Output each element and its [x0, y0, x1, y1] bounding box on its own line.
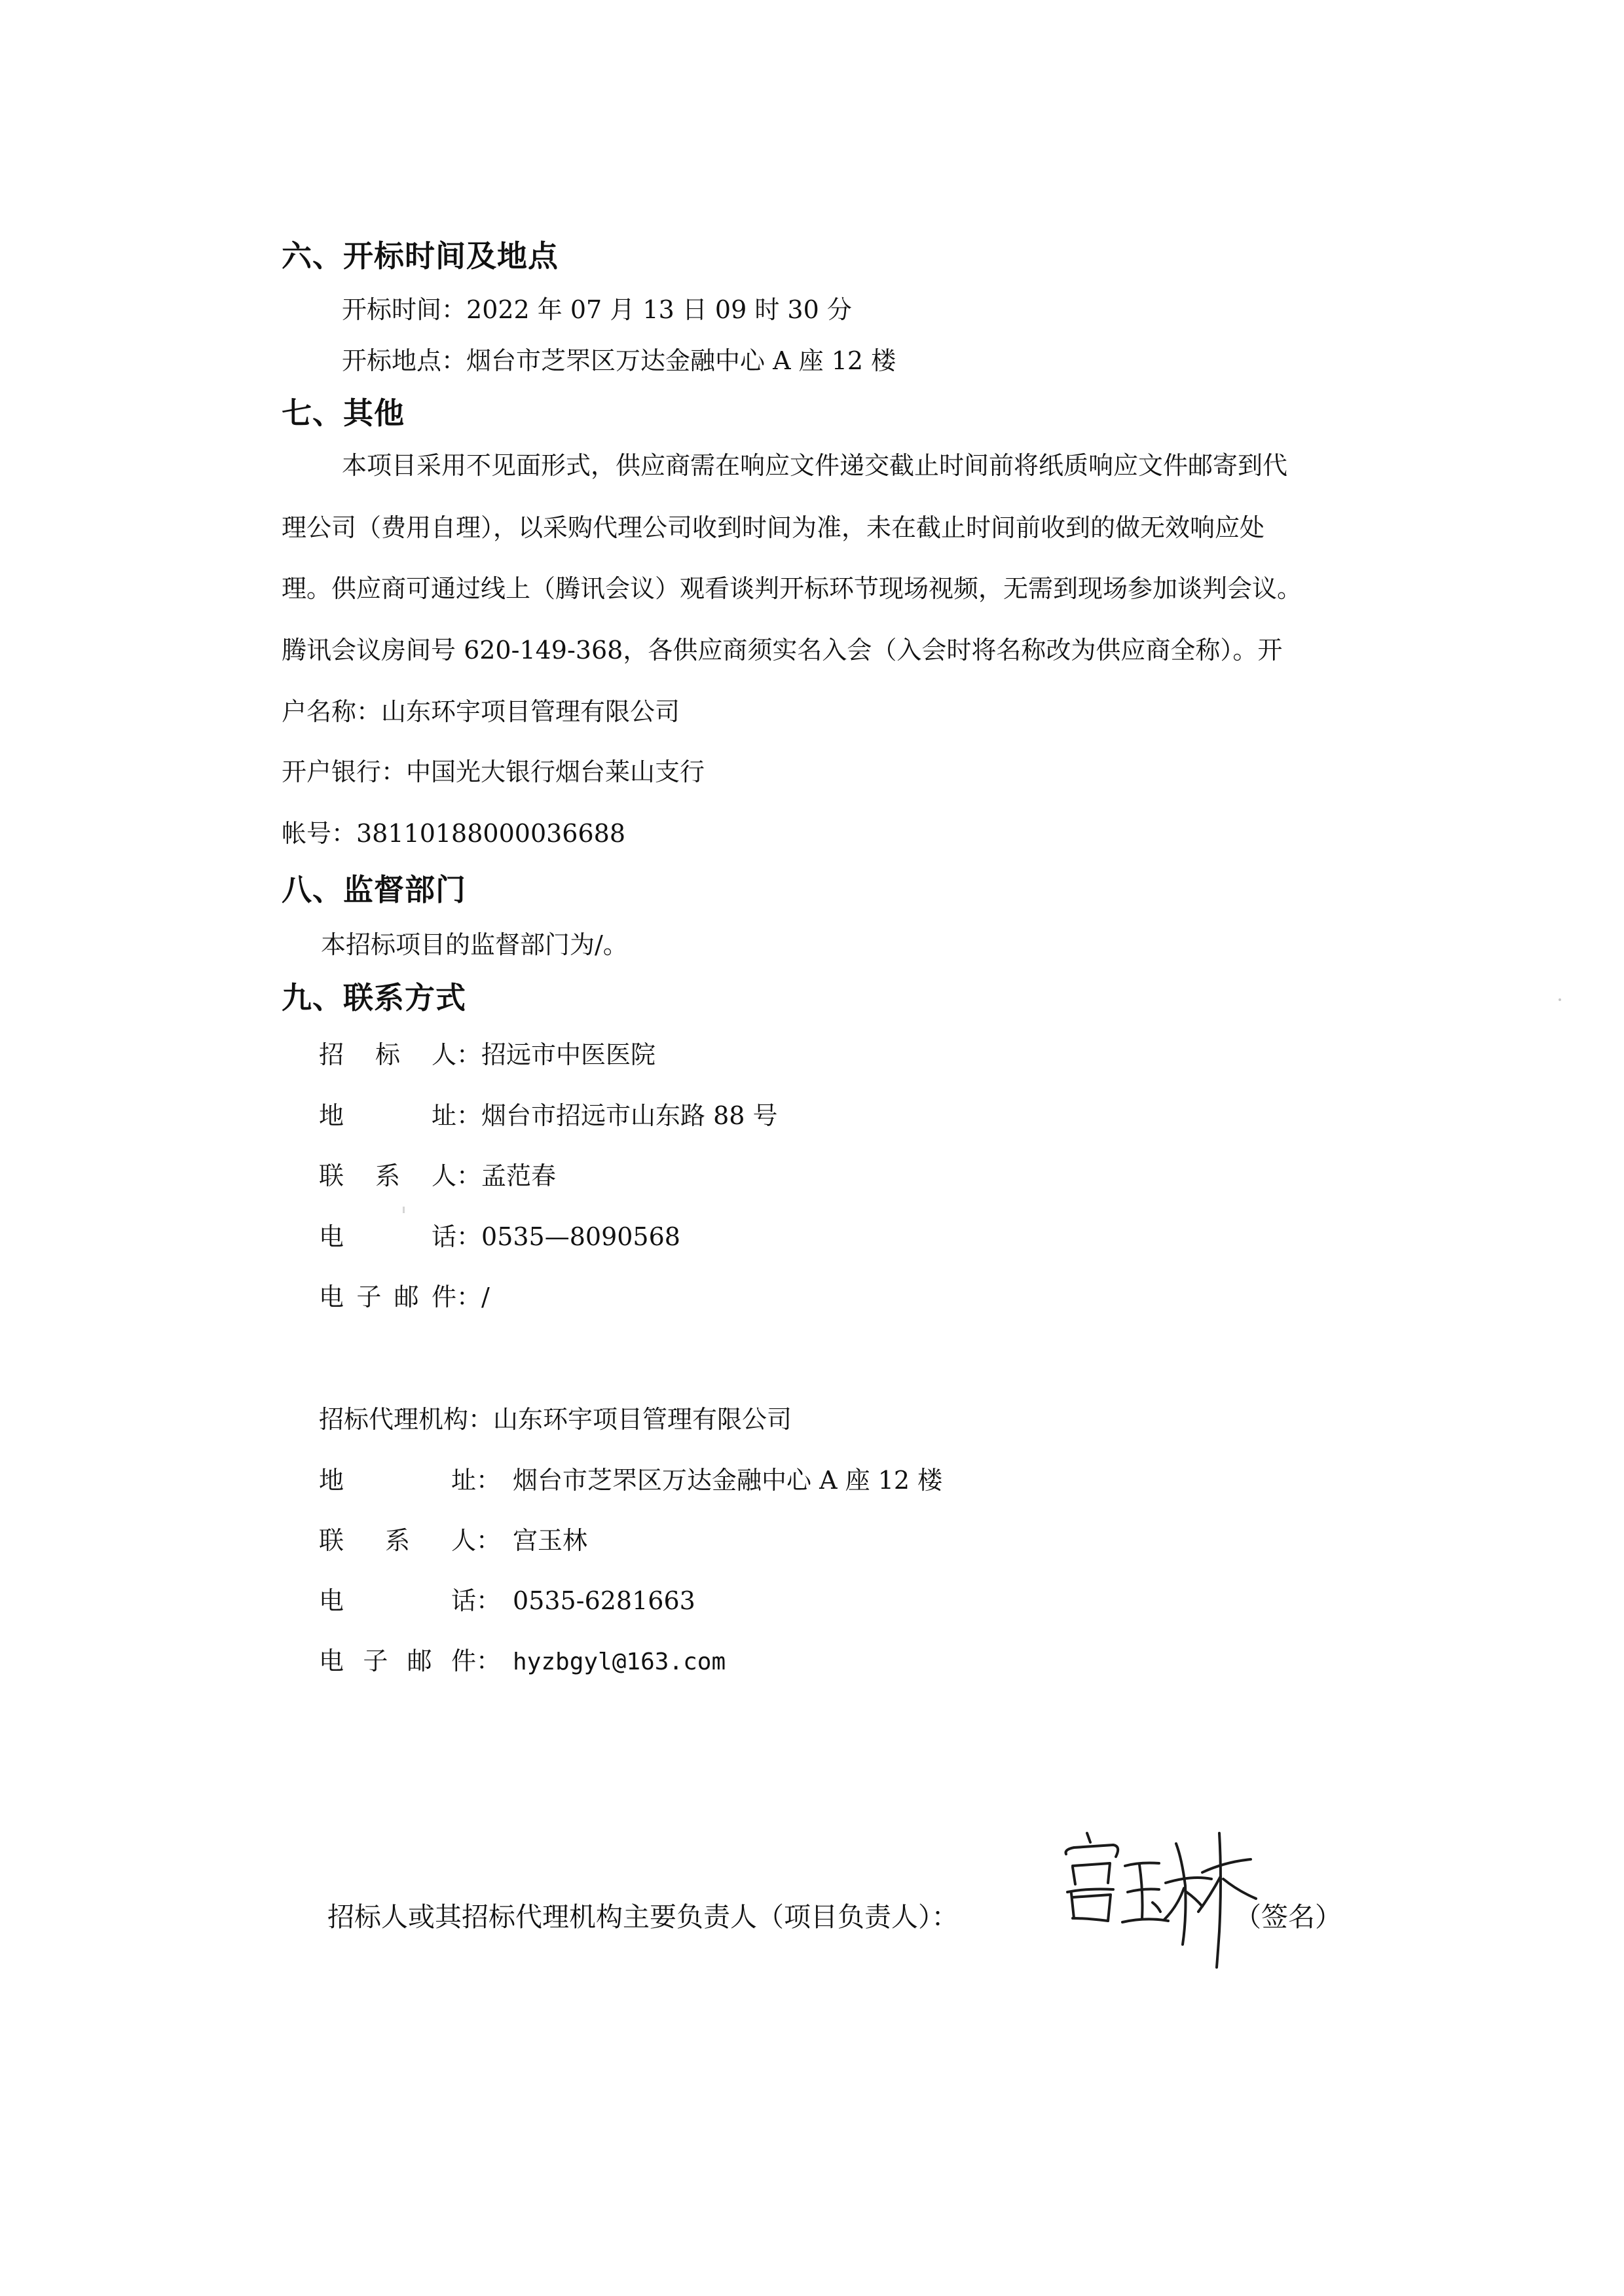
tenderer-email-label: 电子邮件 [319, 1283, 456, 1311]
agency-email-row [319, 1641, 726, 1677]
tenderer-contact-row [319, 1156, 556, 1192]
agency-address-row [319, 1460, 942, 1496]
agency-phone-label: 电 话 [319, 1586, 476, 1615]
tenderer-name: 招远市中医医院 [481, 1040, 656, 1069]
agency-contact-row [319, 1520, 587, 1556]
open-time-line [342, 289, 852, 325]
colon: ： [476, 1586, 502, 1615]
agency-name-row [319, 1399, 792, 1435]
agency-phone-row [319, 1580, 695, 1616]
colon: ： [456, 1101, 482, 1130]
tenderer-phone-label: 电 话 [319, 1222, 456, 1251]
tenderer-email-row [319, 1277, 490, 1313]
colon: ： [476, 1466, 502, 1495]
section-8-heading: 八、监督部门 [282, 872, 466, 907]
other-paragraph-line-2: 理公司（费用自理），以采购代理公司收到时间为准，未在截止时间前收到的做无效响应处 [282, 513, 1265, 542]
signature-prefix: 招标人或其招标代理机构主要负责人（项目负责人）： [327, 1901, 959, 1933]
signature-suffix: （签名） [1234, 1901, 1342, 1933]
other-paragraph-line-3: 理。供应商可通过线上（腾讯会议）观看谈判开标环节现场视频，无需到现场参加谈判会议。 [282, 574, 1302, 603]
agency-email: hyzbgyl@163.com [513, 1649, 726, 1675]
tenderer-email: / [481, 1283, 490, 1311]
open-place-label: 开标地点： [342, 346, 467, 375]
agency-contact: 宫玉林 [513, 1526, 588, 1555]
tenderer-contact-label: 联 系 人 [319, 1161, 456, 1190]
handwritten-signature [1048, 1820, 1264, 1977]
agency-name-label: 招标代理机构： [319, 1405, 494, 1434]
colon: ： [456, 1040, 482, 1069]
agency-address-label: 地 址 [319, 1466, 476, 1495]
tenderer-phone-row [319, 1216, 680, 1252]
tenderer-address: 烟台市招远市山东路 88 号 [481, 1101, 778, 1130]
open-place-line [342, 340, 896, 376]
account-number: 帐号：38110188000036688 [282, 819, 626, 848]
tenderer-name-row [319, 1034, 655, 1070]
other-paragraph-line-4: 腾讯会议房间号 620-149-368，各供应商须实名入会（入会时将名称改为供应商全称）。开 [282, 636, 1283, 665]
agency-contact-label: 联 系 人 [319, 1526, 476, 1555]
bank-name: 开户银行：中国光大银行烟台莱山支行 [282, 757, 705, 786]
agency-address: 烟台市芝罘区万达金融中心 A 座 12 楼 [513, 1466, 943, 1495]
other-paragraph-line-1: 本项目采用不见面形式，供应商需在响应文件递交截止时间前将纸质响应文件邮寄到代 [342, 451, 1288, 480]
scan-speck [1559, 998, 1561, 1001]
colon: ： [456, 1222, 482, 1251]
section-7-heading: 七、其他 [282, 395, 405, 431]
tenderer-address-label: 地 址 [319, 1101, 456, 1130]
colon: ： [476, 1526, 502, 1555]
open-place-value: 烟台市芝罘区万达金融中心 A 座 12 楼 [466, 346, 896, 375]
tenderer-name-label: 招 标 人 [319, 1040, 456, 1069]
section-6-heading: 六、开标时间及地点 [282, 238, 559, 274]
supervision-text: 本招标项目的监督部门为/。 [321, 930, 628, 959]
open-time-value: 2022 年 07 月 13 日 09 时 30 分 [466, 295, 852, 324]
agency-phone: 0535-6281663 [513, 1586, 695, 1615]
open-time-label: 开标时间： [342, 295, 467, 324]
account-name: 户名称：山东环宇项目管理有限公司 [282, 697, 680, 726]
colon: ： [476, 1647, 502, 1675]
scan-speck [403, 1207, 405, 1213]
colon: ： [456, 1283, 482, 1311]
colon: ： [456, 1161, 482, 1190]
section-9-heading: 九、联系方式 [282, 980, 466, 1015]
tenderer-phone: 0535—8090568 [481, 1222, 680, 1251]
tenderer-address-row [319, 1095, 778, 1131]
tenderer-contact: 孟范春 [481, 1161, 557, 1190]
agency-email-label: 电子邮件 [319, 1647, 476, 1675]
agency-name: 山东环宇项目管理有限公司 [493, 1405, 792, 1434]
